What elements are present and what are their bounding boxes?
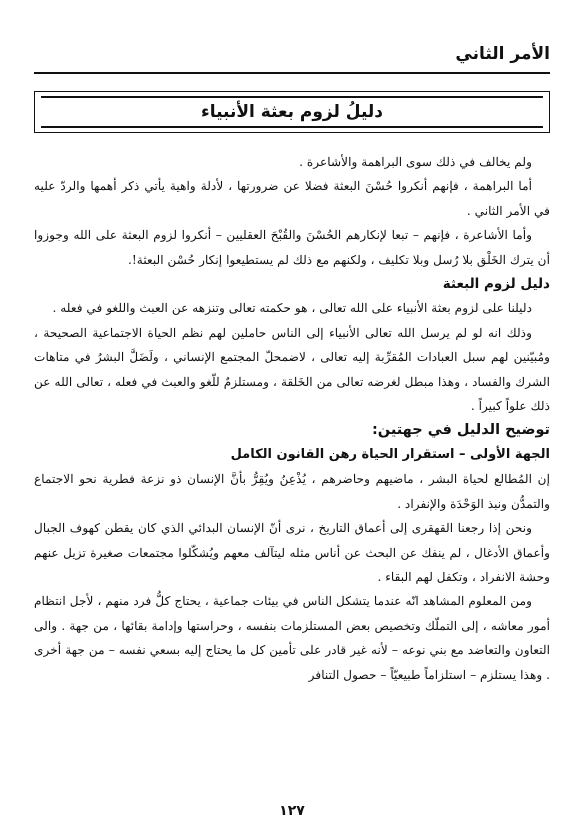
paragraph: وأما الأشاعرة ، فإنهم – تبعا لإنكارهم الحُسْنَ والقُبْحَ العقليين – أنكروا لزوم البعثة على الله وجوزوا أن يترك الخَلْق بلا رُسل وبلا تكليف ، ولكنهم مع ذلك لم يستطيعوا إنكار حُسْن البعثة!. <box>34 228 550 267</box>
page-number: ١٢٧ <box>279 803 305 819</box>
section-subheading: الجهة الأولى – استقرار الحياة رهن القانون الكامل <box>230 446 550 462</box>
document-page <box>34 0 550 838</box>
section-heading: توضيح الدليل في جهتين: <box>371 422 550 439</box>
paragraph: وذلك انه لو لم يرسل الله تعالى الأنبياء إلى الناس حاملين لهم نظم الحياة الاجتماعية الصحيحة ، ومُبيّنين لهم سبل العبادات المُقرِّبة إليه تعالى ، لاضمحلّ المجتمع الإنساني ، ولَضَلَّ البشرُ في متاهات الشرك والفساد ، وهذا مبطل لغرضه تعالى من الخَلقة ، ومستلزمٌ للّغو والعبث في فعله ، تعالى الله عن ذلك علواً كبيراً . <box>34 325 550 414</box>
chapter-title-box <box>34 91 550 133</box>
section-heading: دليل لزوم البعثة <box>442 276 550 293</box>
paragraph: ونحن إذا رجعنا القهقرى إلى أعماق التاريخ ، نرى أنّ الإنسان البدائي الذي كان يقطن كهوف الجبال وأعماق الأدغال ، لم ينفك عن البحث عن أناس مثله ليتآلف معهم ويُشكّلوا مجتمعات صغيرة تزيل عنهم وحشة الانفراد ، وتكفل لهم البقاء . <box>34 521 550 584</box>
paragraph: أما البراهمة ، فإنهم أنكروا حُسْنَ البعثة فضلا عن ضرورتها ، لأدلة واهية يأتي ذكر أهمها والردّ عليه في الأمر الثاني . <box>34 179 550 218</box>
paragraph: ومن المعلوم المشاهد انّه عندما يتشكل الناس في بيئات جماعية ، يحتاج كلُّ فرد منهم ، لأجل انتظام أمور معاشه ، إلى التملّك وتخصيص بعض المستلزمات بنفسه ، وحراستها وإدامة بقائها ، من جهة . والى التعاون والتعاضد مع بني نوعه – لأنه غير قادر على تأمين كل ما يحتاج إليه بسعي نفسه – من جهة أخرى . وهذا يستلزم – استلزاماً طبيعيّاً – حصول التنافر <box>34 594 550 682</box>
running-header: الأمر الثاني <box>455 44 550 64</box>
paragraph: إن المُطالع لحياة البشر ، ماضيهم وحاضرهم ، يُذْعِنُ ويُقِرُّ بأنَّ الإنسان ذو نزعة فطرية نحو الاجتماع والتمدُّن ونبذ الوَحْدَة والإنفراد . <box>34 472 550 511</box>
chapter-title: دليلُ لزوم بعثة الأنبياء <box>41 96 543 128</box>
body-text <box>34 150 550 687</box>
paragraph: دليلنا على لزوم بعثة الأنبياء على الله تعالى ، هو حكمته تعالى وتنزهه عن العبث واللغو في فعله . <box>52 301 532 316</box>
paragraph: ولم يخالف في ذلك سوى البراهمة والأشاعرة . <box>299 155 532 169</box>
header-rule <box>34 72 550 74</box>
